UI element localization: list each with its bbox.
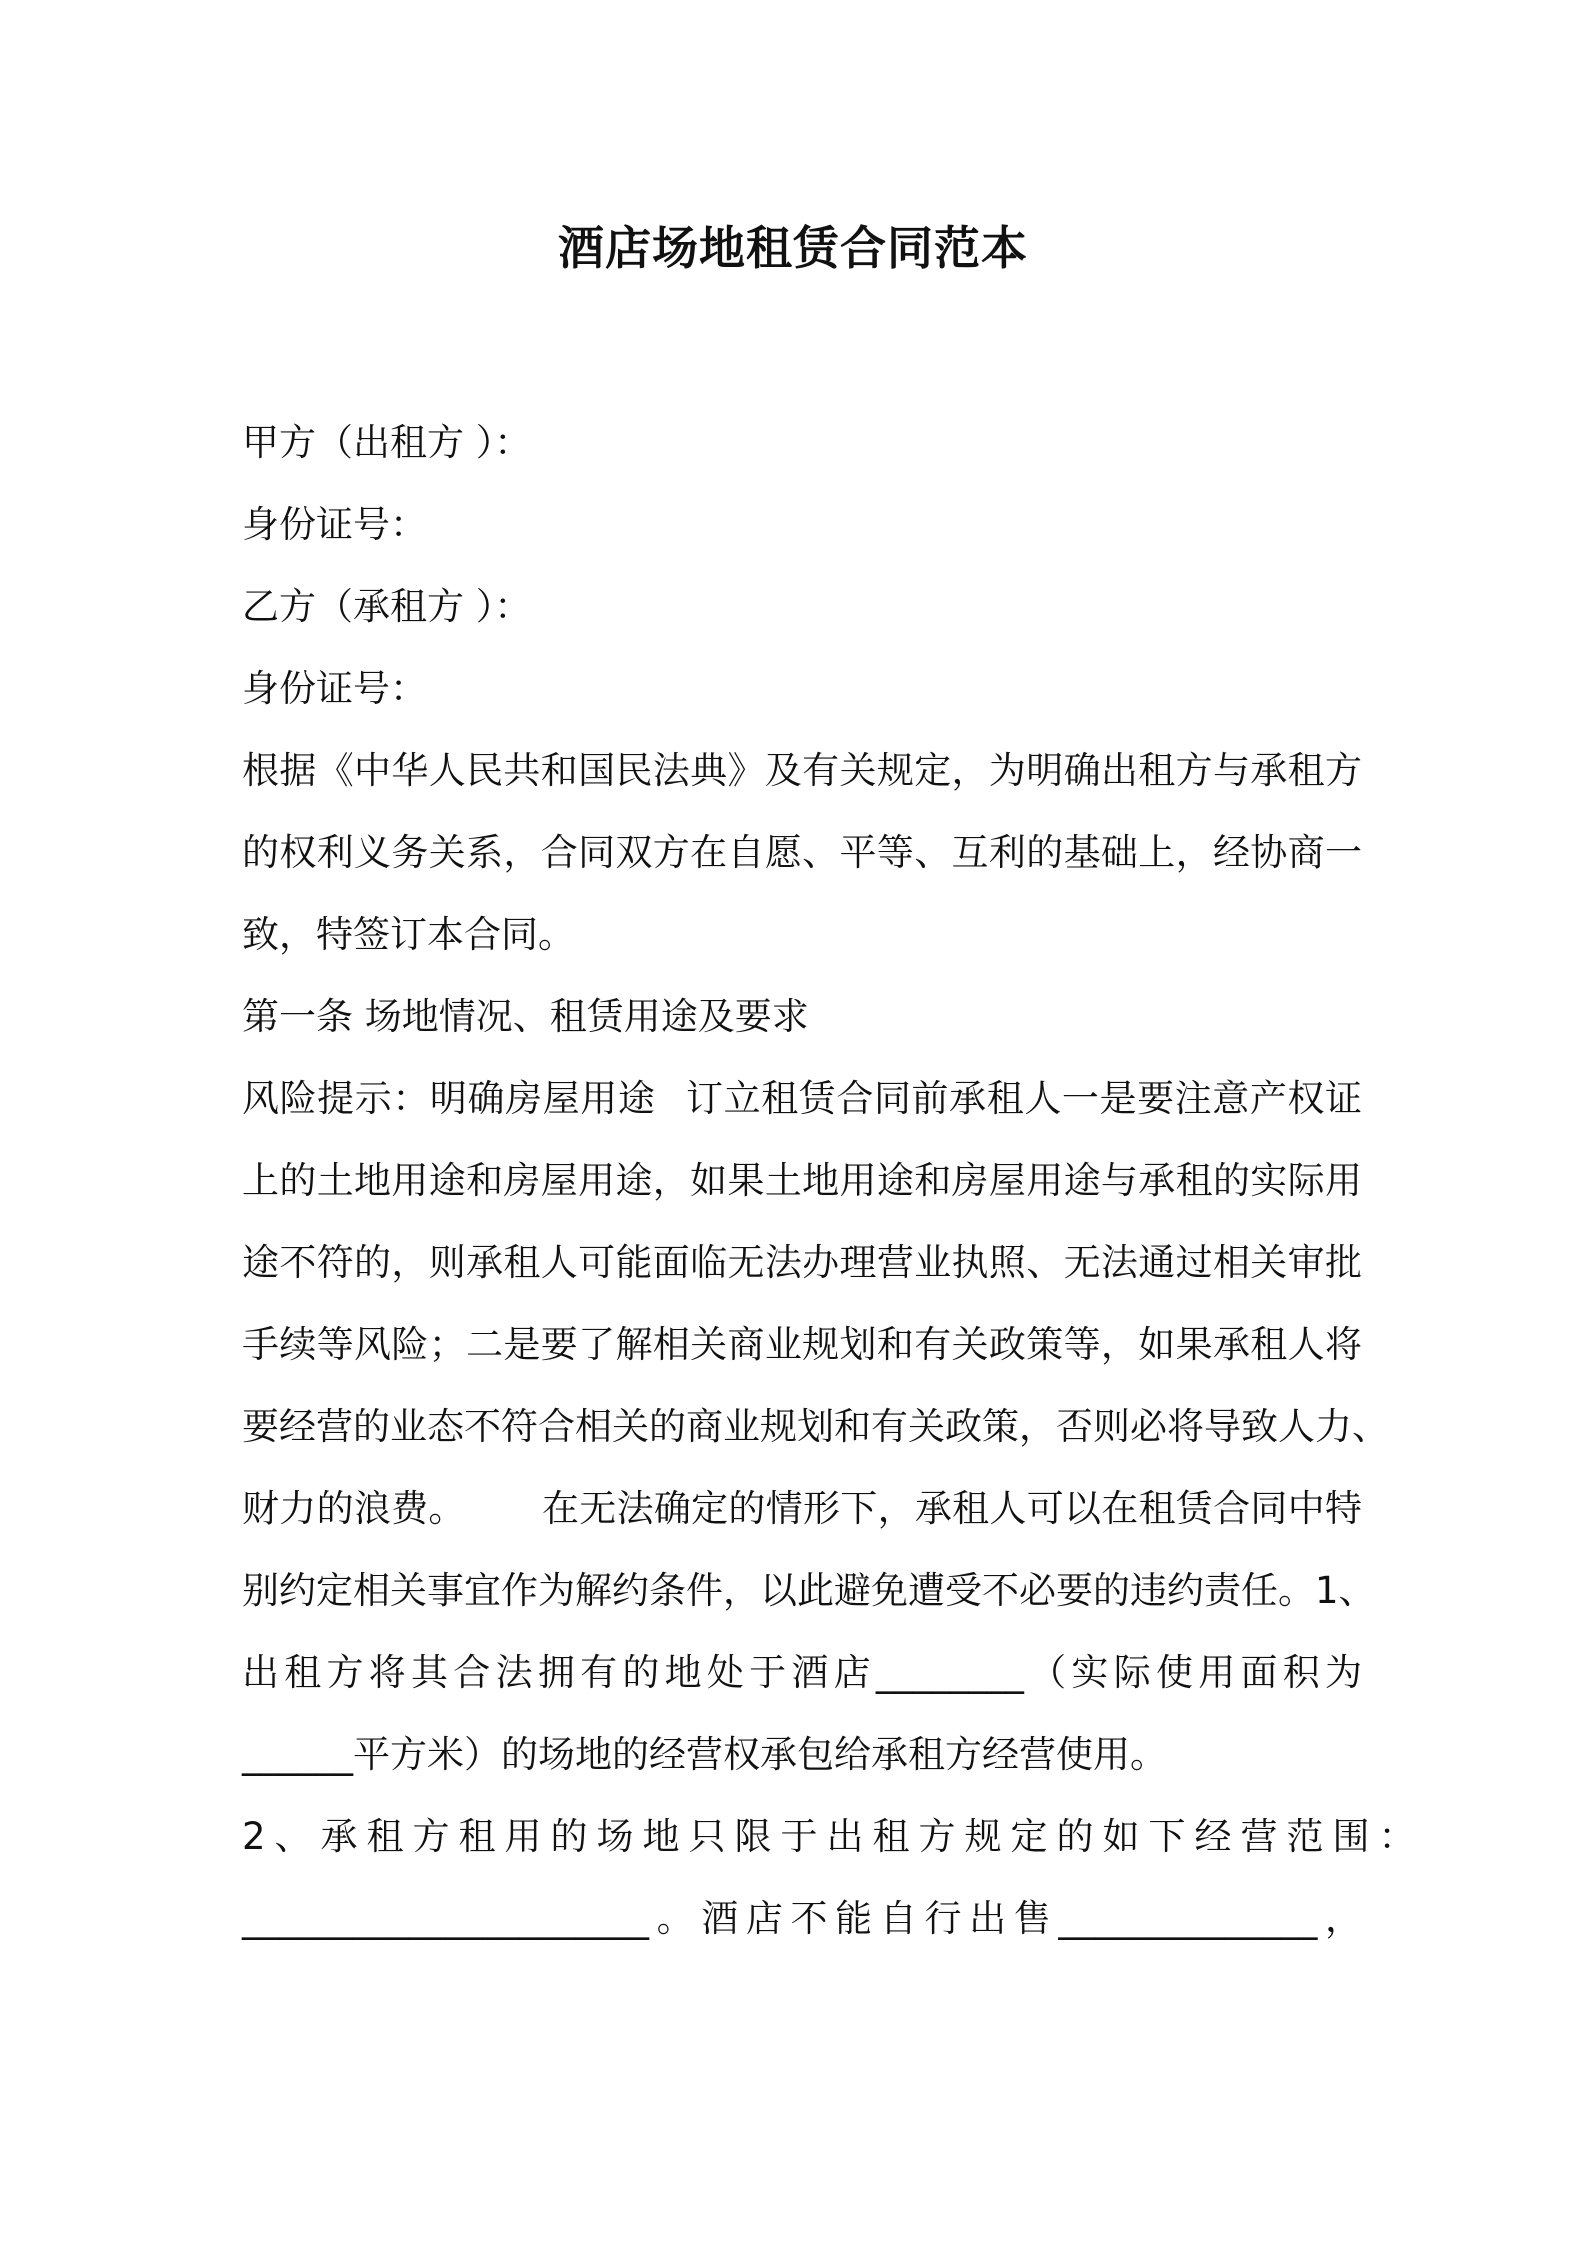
risk-line-5: 要经营的业态不符合相关的商业规划和有关政策，否则必将导致人力、 — [242, 1405, 1389, 1448]
preamble-line-2: 的权利义务关系，合同双方在自愿、平等、互利的基础上，经协商一 — [242, 831, 1362, 874]
risk-line-2: 上的土地用途和房屋用途，如果土地用途和房屋用途与承租的实际用 — [242, 1159, 1362, 1202]
preamble-line-1: 根据《中华人民共和国民法典》及有关规定，为明确出租方与承租方 — [242, 749, 1362, 792]
risk-line-3: 途不符的，则承租人可能面临无法办理营业执照、无法通过相关审批 — [242, 1241, 1362, 1284]
document-title: 酒店场地租赁合同范本 — [558, 221, 1028, 275]
party-b-id-line: 身份证号： — [242, 667, 427, 710]
risk-line-7: 别约定相关事宜作为解约条件，以此避免遭受不必要的违约责任。1、 — [242, 1569, 1376, 1612]
risk-line-6-start: 财力的浪费。 — [242, 1487, 466, 1530]
risk-text-start: 订立租赁合同前承租人一是要注意产权证 — [685, 1077, 1363, 1120]
risk-line-6 — [242, 1468, 1362, 1550]
party-a-id-line: 身份证号： — [242, 503, 427, 546]
clause-1-line-1: 出租方将其合法拥有的地处于酒店________（实际使用面积为 — [242, 1651, 1362, 1694]
document-body — [242, 402, 1425, 1960]
risk-line-1 — [242, 1058, 1362, 1140]
party-a-line: 甲方（出租方 ）： — [242, 421, 532, 464]
preamble-line-3: 致，特签订本合同。 — [242, 913, 575, 956]
risk-line-4: 手续等风险；二是要了解相关商业规划和有关政策等，如果承租人将 — [242, 1323, 1362, 1366]
risk-line-6-end: 在无法确定的情形下，承租人可以在租赁合同中特 — [541, 1487, 1363, 1530]
clause-1-line-2: ______平方米）的场地的经营权承包给承租方经营使用。 — [242, 1733, 1167, 1776]
party-b-line: 乙方（承租方 ）： — [242, 585, 532, 628]
article-1-heading: 第一条 场地情况、租赁用途及要求 — [242, 995, 809, 1038]
clause-2-line-1: 2、承租方租用的场地只限于出租方规定的如下经营范围： — [242, 1815, 1425, 1858]
risk-label: 风险提示：明确房屋用途 — [242, 1077, 656, 1120]
clause-2-line-2: ______________________。酒店不能自行出售______________， — [242, 1897, 1362, 1940]
